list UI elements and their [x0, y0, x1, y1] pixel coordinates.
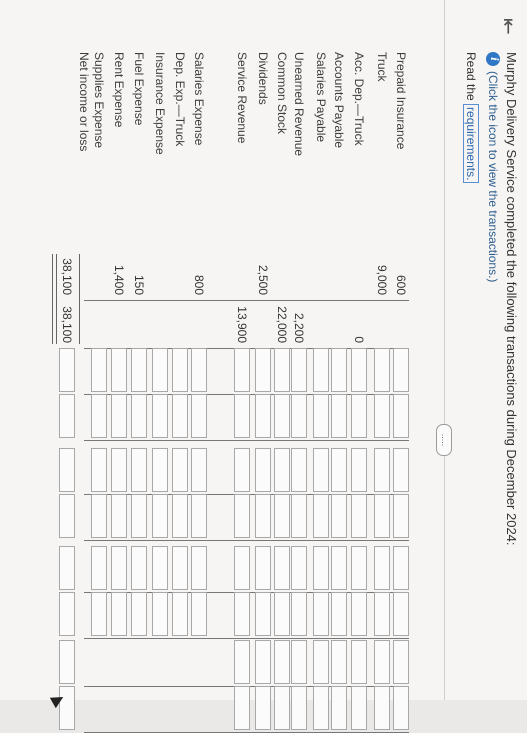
worksheet-cell[interactable]	[374, 448, 390, 492]
worksheet-cell[interactable]	[291, 348, 307, 392]
worksheet-cell	[331, 302, 347, 346]
total-input-box[interactable]	[59, 686, 75, 730]
account-label: Fuel Expense	[132, 52, 146, 126]
account-label: Dividends	[256, 52, 270, 105]
worksheet-cell[interactable]	[255, 348, 271, 392]
worksheet-cell[interactable]	[111, 448, 127, 492]
worksheet-cell	[313, 254, 329, 298]
worksheet-cell[interactable]	[172, 592, 188, 636]
worksheet-cell[interactable]	[313, 448, 329, 492]
worksheet-cell[interactable]	[374, 640, 390, 684]
worksheet-cell	[191, 686, 207, 730]
worksheet-cell	[172, 640, 188, 684]
worksheet-cell[interactable]	[313, 546, 329, 590]
account-label: Common Stock	[275, 52, 289, 135]
worksheet-cell[interactable]	[234, 546, 250, 590]
worksheet-cell[interactable]	[351, 686, 367, 730]
worksheet-cell[interactable]	[152, 592, 168, 636]
worksheet-cell[interactable]	[351, 640, 367, 684]
worksheet-cell[interactable]	[255, 394, 271, 438]
worksheet-cell	[111, 254, 127, 298]
worksheet-cell[interactable]	[131, 394, 147, 438]
worksheet-cell	[374, 302, 390, 346]
worksheet-cell	[291, 302, 307, 346]
worksheet-cell	[274, 254, 290, 298]
worksheet-cell	[111, 302, 127, 346]
worksheet-cell[interactable]	[91, 546, 107, 590]
worksheet-cell[interactable]	[131, 494, 147, 538]
credit-value: 13,900	[235, 306, 249, 343]
worksheet-cell[interactable]	[374, 686, 390, 730]
worksheet-cell[interactable]	[393, 348, 409, 392]
worksheet-cell[interactable]	[191, 448, 207, 492]
worksheet-cell[interactable]	[255, 448, 271, 492]
info-row	[486, 52, 500, 282]
worksheet-cell[interactable]	[291, 546, 307, 590]
worksheet-cell[interactable]	[313, 640, 329, 684]
worksheet-cell[interactable]	[374, 546, 390, 590]
account-label: Dep. Exp.—Truck	[173, 52, 187, 147]
worksheet-cell	[91, 640, 107, 684]
worksheet-cell[interactable]	[274, 640, 290, 684]
worksheet-cell[interactable]	[152, 448, 168, 492]
total-input-box[interactable]	[59, 448, 75, 492]
worksheet-cell[interactable]	[274, 394, 290, 438]
worksheet-cell[interactable]	[234, 394, 250, 438]
worksheet-cell	[152, 254, 168, 298]
worksheet-cell	[152, 302, 168, 346]
worksheet-cell	[172, 254, 188, 298]
account-label: Salaries Expense	[192, 52, 206, 146]
requirements-link[interactable]: requirements.	[463, 104, 479, 183]
account-label: Accounts Payable	[332, 52, 346, 149]
worksheet-cell[interactable]	[351, 592, 367, 636]
worksheet-cell[interactable]	[374, 394, 390, 438]
total-input-box[interactable]	[59, 640, 75, 684]
worksheet-cell[interactable]	[393, 640, 409, 684]
worksheet-cell[interactable]	[313, 592, 329, 636]
worksheet-cell[interactable]	[91, 494, 107, 538]
worksheet-cell	[234, 254, 250, 298]
worksheet-cell[interactable]	[331, 348, 347, 392]
worksheet-cell	[351, 302, 367, 346]
total-input-box[interactable]	[59, 494, 75, 538]
worksheet-cell	[152, 640, 168, 684]
worksheet-cell[interactable]	[172, 348, 188, 392]
worksheet-cell[interactable]	[152, 348, 168, 392]
worksheet-cell	[393, 302, 409, 346]
debit-value: 600	[394, 274, 408, 295]
worksheet-cell	[131, 686, 147, 730]
worksheet-cell[interactable]	[91, 592, 107, 636]
worksheet-cell[interactable]	[393, 686, 409, 730]
credit-value: 0	[352, 336, 366, 343]
worksheet-cell[interactable]	[351, 394, 367, 438]
debit-value: 800	[192, 274, 206, 295]
worksheet-cell[interactable]	[131, 348, 147, 392]
worksheet-cell[interactable]	[291, 686, 307, 730]
worksheet-cell[interactable]	[351, 348, 367, 392]
worksheet-cell[interactable]	[274, 348, 290, 392]
worksheet-cell[interactable]	[111, 546, 127, 590]
worksheet-cell[interactable]	[111, 348, 127, 392]
requirements-row	[464, 52, 478, 183]
net-income-label: Net income or loss	[77, 52, 91, 152]
worksheet-cell[interactable]	[234, 448, 250, 492]
total-input-box[interactable]	[59, 394, 75, 438]
worksheet-cell[interactable]	[313, 394, 329, 438]
worksheet-cell[interactable]	[191, 348, 207, 392]
worksheet-cell	[172, 686, 188, 730]
total-credit	[59, 302, 75, 346]
worksheet-cell[interactable]	[291, 394, 307, 438]
worksheet-cell[interactable]	[191, 592, 207, 636]
account-label: Supplies Expense	[92, 52, 106, 149]
account-label: Unearned Revenue	[292, 52, 306, 157]
debit-value: 9,000	[375, 264, 389, 295]
worksheet-cell[interactable]	[172, 394, 188, 438]
worksheet-cell[interactable]	[91, 348, 107, 392]
column-divider	[84, 440, 409, 441]
worksheet-cell[interactable]	[234, 348, 250, 392]
worksheet-cell[interactable]	[172, 546, 188, 590]
column-divider	[84, 638, 409, 639]
read-the-text: Read the	[464, 52, 478, 101]
worksheet-cell	[111, 640, 127, 684]
worksheet-cell[interactable]	[111, 394, 127, 438]
worksheet-cell[interactable]	[351, 448, 367, 492]
worksheet-cell	[351, 254, 367, 298]
worksheet-cell[interactable]	[131, 592, 147, 636]
credit-value: 22,000	[275, 306, 289, 343]
worksheet-cell	[291, 254, 307, 298]
worksheet-cell[interactable]	[393, 394, 409, 438]
worksheet-cell[interactable]	[393, 494, 409, 538]
debit-value: 1,400	[112, 264, 126, 295]
worksheet-cell[interactable]	[234, 494, 250, 538]
worksheet-cell[interactable]	[91, 394, 107, 438]
total-input-box[interactable]	[59, 546, 75, 590]
back-arrow-icon[interactable]: ⇤	[497, 18, 519, 35]
worksheet-cell[interactable]	[255, 686, 271, 730]
worksheet-cell[interactable]	[234, 640, 250, 684]
total-debit-value: 38,100	[60, 258, 74, 295]
credit-value: 2,200	[292, 312, 306, 343]
worksheet-cell[interactable]	[91, 448, 107, 492]
worksheet-cell[interactable]	[331, 640, 347, 684]
worksheet-cell[interactable]	[374, 494, 390, 538]
worksheet-cell	[91, 254, 107, 298]
worksheet-cell[interactable]	[152, 494, 168, 538]
worksheet-cell[interactable]	[331, 546, 347, 590]
worksheet-cell[interactable]	[291, 494, 307, 538]
worksheet-cell[interactable]	[255, 546, 271, 590]
worksheet-cell	[191, 302, 207, 346]
worksheet-cell[interactable]	[393, 592, 409, 636]
worksheet-cell	[172, 302, 188, 346]
column-divider	[84, 540, 409, 541]
worksheet-cell[interactable]	[331, 494, 347, 538]
account-label: Truck	[375, 52, 389, 82]
worksheet-cell[interactable]	[255, 494, 271, 538]
worksheet-cell	[234, 302, 250, 346]
divider	[444, 0, 445, 700]
worksheet-cell	[131, 640, 147, 684]
worksheet-cell[interactable]	[274, 494, 290, 538]
account-label: Service Revenue	[235, 52, 249, 144]
worksheet-cell	[91, 686, 107, 730]
worksheet-cell	[91, 302, 107, 346]
total-debit	[59, 254, 75, 298]
worksheet-cell[interactable]	[274, 448, 290, 492]
total-input-box[interactable]	[59, 592, 75, 636]
worksheet-cell[interactable]	[274, 686, 290, 730]
worksheet-cell[interactable]	[291, 640, 307, 684]
worksheet-cell[interactable]	[393, 546, 409, 590]
account-label: Insurance Expense	[153, 52, 167, 155]
worksheet-cell[interactable]	[111, 494, 127, 538]
worksheet-cell[interactable]	[131, 448, 147, 492]
worksheet-cell[interactable]	[393, 448, 409, 492]
worksheet-cell	[274, 302, 290, 346]
debit-value: 150	[132, 274, 146, 295]
worksheet-cell[interactable]	[313, 494, 329, 538]
double-rule	[52, 254, 57, 344]
worksheet-cell[interactable]	[291, 448, 307, 492]
worksheet-cell[interactable]	[191, 546, 207, 590]
worksheet-cell	[152, 686, 168, 730]
worksheet-cell[interactable]	[351, 546, 367, 590]
worksheet-cell[interactable]	[351, 494, 367, 538]
worksheet-cell	[191, 640, 207, 684]
worksheet-cell[interactable]	[234, 592, 250, 636]
worksheet-cell[interactable]	[152, 546, 168, 590]
worksheet-cell	[313, 302, 329, 346]
worksheet-cell[interactable]	[255, 640, 271, 684]
total-input-box[interactable]	[59, 348, 75, 392]
worksheet-cell	[374, 254, 390, 298]
worksheet-cell[interactable]	[331, 394, 347, 438]
worksheet-cell[interactable]	[172, 494, 188, 538]
account-label: Prepaid Insurance	[394, 52, 408, 150]
worksheet-cell[interactable]	[274, 546, 290, 590]
worksheet-cell[interactable]	[274, 592, 290, 636]
worksheet-cell[interactable]	[313, 686, 329, 730]
worksheet-cell[interactable]	[331, 448, 347, 492]
worksheet-cell[interactable]	[191, 494, 207, 538]
worksheet-cell[interactable]	[234, 686, 250, 730]
worksheet-cell[interactable]	[131, 546, 147, 590]
worksheet-cell[interactable]	[374, 348, 390, 392]
account-label: Salaries Payable	[314, 52, 328, 143]
worksheet-cell[interactable]	[255, 592, 271, 636]
column-divider	[84, 300, 409, 301]
info-icon[interactable]: i	[486, 52, 500, 66]
worksheet-cell[interactable]	[191, 394, 207, 438]
worksheet-cell	[255, 302, 271, 346]
worksheet-cell[interactable]	[152, 394, 168, 438]
total-credit-value: 38,100	[60, 306, 74, 343]
debit-value: 2,500	[256, 264, 270, 295]
worksheet-cell[interactable]	[313, 348, 329, 392]
worksheet-cell[interactable]	[172, 448, 188, 492]
info-text[interactable]: (Click the icon to view the transactions.)	[486, 71, 500, 283]
worksheet-cell[interactable]	[331, 686, 347, 730]
worksheet-cell	[255, 254, 271, 298]
worksheet-cell[interactable]	[291, 592, 307, 636]
worksheet-cell	[331, 254, 347, 298]
worksheet-cell	[393, 254, 409, 298]
account-label: Acc. Dep.—Truck	[352, 52, 366, 146]
worksheet-cell	[131, 302, 147, 346]
worksheet-cell	[111, 686, 127, 730]
worksheet-cell[interactable]	[374, 592, 390, 636]
worksheet-cell	[191, 254, 207, 298]
worksheet-cell[interactable]	[331, 592, 347, 636]
account-label: Rent Expense	[112, 52, 126, 128]
total-rule	[79, 254, 80, 344]
more-button[interactable]: .....	[436, 424, 452, 456]
worksheet-cell[interactable]	[111, 592, 127, 636]
page-title: Murphy Delivery Service completed the following transactions during December 2024:	[504, 52, 519, 546]
worksheet-cell	[131, 254, 147, 298]
